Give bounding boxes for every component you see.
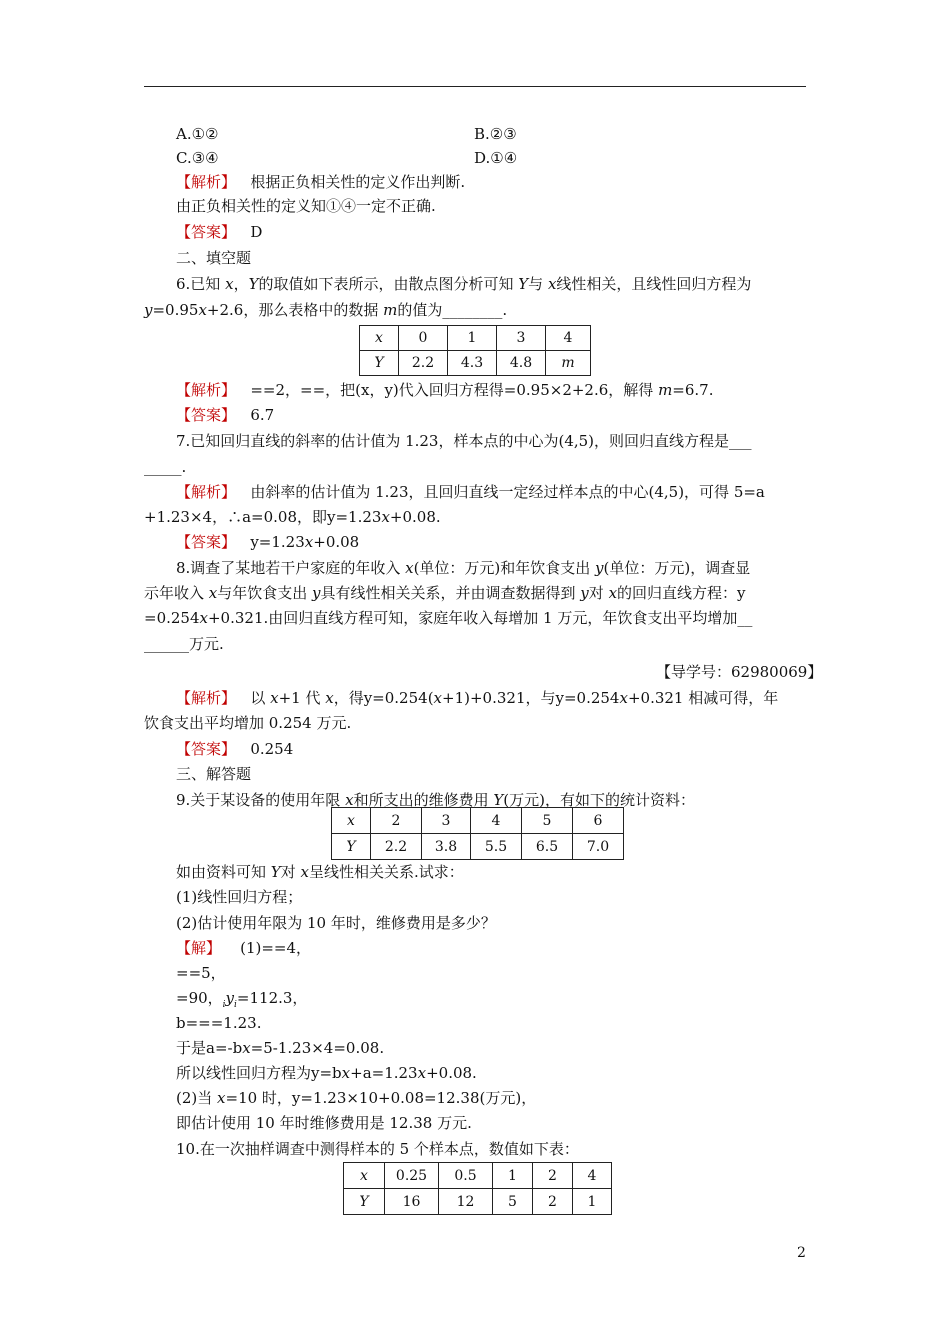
q8-line3: =0.254x+0.321.由回归直线方程可知，家庭年收入每增加 1 万元，年饮食支出平均增加__ bbox=[144, 609, 753, 627]
table-cell: 6 bbox=[573, 808, 624, 834]
q7-line1: 7.已知回归直线的斜率的估计值为 1.23，样本点的中心为(4,5)，则回归直线方程是___ bbox=[176, 432, 752, 450]
q6-answer: 【答案】 6.7 bbox=[176, 406, 275, 424]
option-c: C.③④ bbox=[176, 149, 219, 167]
q9-step7: (2)当 x=10 时，y=1.23×10+0.08=12.38(万元)， bbox=[176, 1089, 537, 1107]
q8-line1: 8.调查了某地若干户家庭的年收入 x(单位：万元)和年饮食支出 y(单位：万元)，调查显 bbox=[176, 559, 751, 577]
table-cell: 2.2 bbox=[399, 351, 448, 376]
analysis-text: 根据正负相关性的定义作出判断. bbox=[250, 173, 466, 191]
answer-label: 【答案】 bbox=[176, 223, 237, 241]
answer-label: 【答案】 bbox=[176, 740, 237, 758]
table-cell: 5.5 bbox=[471, 834, 522, 860]
table-cell: 2 bbox=[371, 808, 422, 834]
section-solve: 三、解答题 bbox=[176, 765, 252, 783]
q9-step3: =90，$_iy_i=112.3$， bbox=[176, 989, 308, 1010]
answer-text: D bbox=[250, 223, 263, 241]
solution-label: 【解】 bbox=[176, 939, 222, 957]
table-cell: m bbox=[546, 351, 591, 376]
table-cell: 4.3 bbox=[448, 351, 497, 376]
header-rule bbox=[144, 86, 806, 87]
q9-step6: 所以线性回归方程为y=bx+a=1.23x+0.08. bbox=[176, 1064, 477, 1082]
q9-line1: 9.关于某设备的使用年限 x和所支出的维修费用 Y(万元)，有如下的统计资料： bbox=[176, 791, 695, 809]
option-a: A.①② bbox=[176, 125, 219, 143]
table-cell: 7.0 bbox=[573, 834, 624, 860]
page-number: 2 bbox=[797, 1245, 806, 1261]
section-fill-blank: 二、填空题 bbox=[176, 249, 252, 267]
q6-line2: y=0.95x+2.6，那么表格中的数据 m的值为________. bbox=[144, 301, 508, 319]
q8-answer: 【答案】 0.254 bbox=[176, 740, 294, 758]
q8-analysis-2: 饮食支出平均增加 0.254 万元. bbox=[144, 714, 352, 732]
table-cell: 3 bbox=[497, 326, 546, 351]
table-header-x: x bbox=[344, 1163, 385, 1189]
analysis-label: 【解析】 bbox=[176, 381, 237, 399]
table-cell: 3 bbox=[422, 808, 471, 834]
option-b: B.②③ bbox=[474, 125, 517, 143]
q6-table bbox=[359, 325, 591, 376]
q9-step5: 于是a=-bx=5-1.23×4=0.08. bbox=[176, 1039, 385, 1057]
table-cell: 1 bbox=[573, 1189, 612, 1215]
table-row bbox=[360, 351, 591, 376]
q8-analysis: 【解析】 以 x+1 代 x，得y=0.254(x+1)+0.321，与y=0.254x+0.321 相减可得，年 bbox=[176, 689, 779, 707]
table-header-y: Y bbox=[360, 351, 399, 376]
q8-line2: 示年收入 x与年饮食支出 y具有线性相关关系，并由调查数据得到 y对 x的回归直线方程：y bbox=[144, 584, 746, 602]
table-row bbox=[332, 808, 624, 834]
q5-answer bbox=[176, 222, 262, 242]
table-header-x: x bbox=[332, 808, 371, 834]
q9-line2: 如由资料可知 Y对 x呈线性相关关系.试求： bbox=[176, 863, 464, 881]
q6-analysis: 【解析】 ==2，==，把(x，y)代入回归方程得=0.95×2+2.6，解得 m=6.7. bbox=[176, 381, 714, 399]
table-cell: 5 bbox=[522, 808, 573, 834]
table-cell: 4 bbox=[573, 1163, 612, 1189]
analysis-label: 【解析】 bbox=[176, 689, 237, 707]
table-cell: 5 bbox=[493, 1189, 533, 1215]
q5-analysis-2: 由正负相关性的定义知①④一定不正确. bbox=[176, 197, 436, 215]
table-cell: 0.25 bbox=[385, 1163, 439, 1189]
q10-table bbox=[343, 1162, 612, 1215]
option-d: D.①④ bbox=[474, 149, 518, 167]
table-cell: 4 bbox=[471, 808, 522, 834]
table-cell: 16 bbox=[385, 1189, 439, 1215]
table-cell: 0.5 bbox=[439, 1163, 493, 1189]
q9-step2: ==5， bbox=[176, 964, 226, 982]
table-cell: 1 bbox=[448, 326, 497, 351]
table-cell: 4 bbox=[546, 326, 591, 351]
table-cell: 12 bbox=[439, 1189, 493, 1215]
table-row bbox=[360, 326, 591, 351]
guide-number: 【导学号：62980069】 bbox=[656, 663, 823, 681]
table-cell: 3.8 bbox=[422, 834, 471, 860]
q8-line4: ______万元. bbox=[144, 635, 224, 653]
table-cell: 6.5 bbox=[522, 834, 573, 860]
q7-answer: 【答案】 y=1.23x+0.08 bbox=[176, 533, 360, 551]
q9-table bbox=[331, 807, 624, 860]
q7-analysis-2: +1.23×4，∴a=0.08，即y=1.23x+0.08. bbox=[144, 508, 441, 526]
q9-solution: 【解】 (1)==4， bbox=[176, 939, 312, 957]
table-header-y: Y bbox=[332, 834, 371, 860]
table-header-y: Y bbox=[344, 1189, 385, 1215]
table-header-x: x bbox=[360, 326, 399, 351]
table-cell: 2 bbox=[533, 1163, 573, 1189]
table-row bbox=[344, 1163, 612, 1189]
q9-step8: 即估计使用 10 年时维修费用是 12.38 万元. bbox=[176, 1114, 472, 1132]
table-cell: 2.2 bbox=[371, 834, 422, 860]
table-cell: 1 bbox=[493, 1163, 533, 1189]
table-cell: 0 bbox=[399, 326, 448, 351]
table-row bbox=[344, 1189, 612, 1215]
answer-label: 【答案】 bbox=[176, 533, 237, 551]
q10-line1: 10.在一次抽样调查中测得样本的 5 个样本点，数值如下表： bbox=[176, 1140, 579, 1158]
q6-line1: 6.已知 x，Y的取值如下表所示，由散点图分析可知 Y与 x线性相关，且线性回归方程为 bbox=[176, 275, 752, 293]
table-row bbox=[332, 834, 624, 860]
analysis-label: 【解析】 bbox=[176, 483, 237, 501]
q9-part2: (2)估计使用年限为 10 年时，维修费用是多少？ bbox=[176, 914, 496, 932]
answer-label: 【答案】 bbox=[176, 406, 237, 424]
table-cell: 2 bbox=[533, 1189, 573, 1215]
q9-part1: (1)线性回归方程； bbox=[176, 888, 303, 906]
q9-step4: b===1.23. bbox=[176, 1014, 262, 1032]
table-cell: 4.8 bbox=[497, 351, 546, 376]
q7-analysis: 【解析】 由斜率的估计值为 1.23，且回归直线一定经过样本点的中心(4,5)，可得 5=a bbox=[176, 483, 765, 501]
analysis-label: 【解析】 bbox=[176, 173, 237, 191]
q7-line2: _____. bbox=[144, 458, 187, 476]
q5-analysis bbox=[176, 172, 465, 192]
